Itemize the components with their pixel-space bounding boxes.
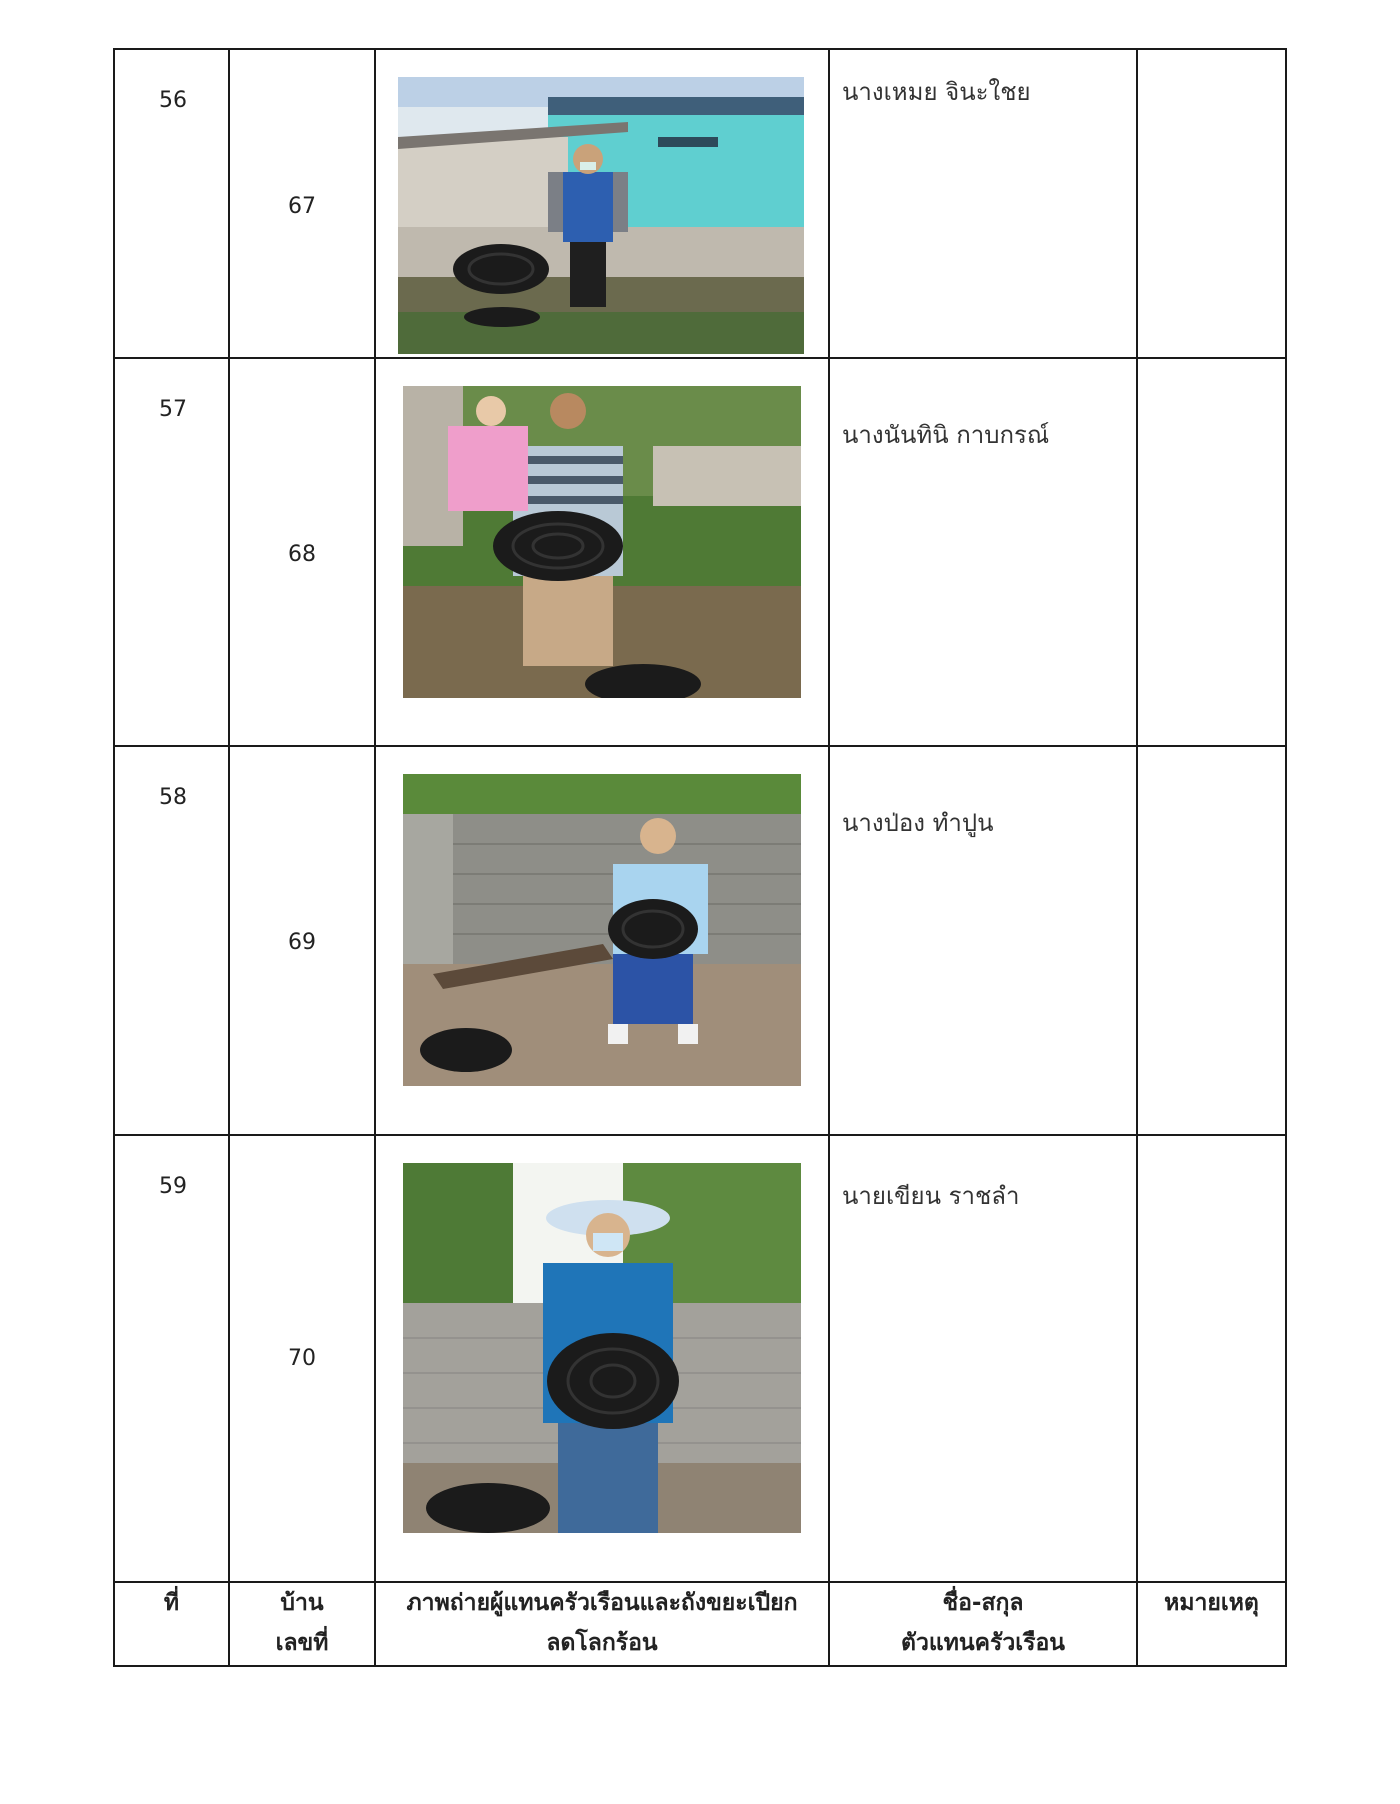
seq-cell — [114, 746, 229, 1135]
representative-name: นางป่อง ทำปูน — [842, 809, 994, 837]
photo-cell — [375, 49, 829, 358]
name-cell — [829, 1135, 1137, 1582]
photo-cell — [375, 746, 829, 1135]
seq-number: 57 — [159, 397, 187, 422]
seq-number: 59 — [159, 1174, 187, 1199]
household-photo — [398, 77, 804, 354]
house-number: 69 — [288, 930, 316, 955]
table-row — [114, 358, 1286, 746]
header-house-line2: เลขที่ — [275, 1630, 329, 1656]
seq-cell — [114, 358, 229, 746]
representative-name: นางเหมย จินะใชย — [842, 78, 1031, 106]
photo-cell — [375, 358, 829, 746]
photo-cell — [375, 1135, 829, 1582]
header-photo-line1: ภาพถ่ายผู้แทนครัวเรือนและถังขยะเปียก — [406, 1590, 798, 1616]
name-cell — [829, 49, 1137, 358]
header-house-line1: บ้าน — [280, 1590, 324, 1616]
header-name — [829, 1582, 1137, 1666]
household-photo — [403, 774, 801, 1086]
seq-cell — [114, 1135, 229, 1582]
house-cell — [229, 358, 375, 746]
header-seq — [114, 1582, 229, 1666]
header-name-line2: ตัวแทนครัวเรือน — [901, 1630, 1065, 1656]
house-number: 68 — [288, 542, 316, 567]
table-row — [114, 1135, 1286, 1582]
name-cell — [829, 746, 1137, 1135]
remark-cell — [1137, 49, 1286, 358]
header-name-line1: ชื่อ-สกุล — [942, 1590, 1024, 1616]
header-remark — [1137, 1582, 1286, 1666]
table-row — [114, 746, 1286, 1135]
house-cell — [229, 746, 375, 1135]
header-seq-label: ที่ — [163, 1590, 180, 1616]
header-house — [229, 1582, 375, 1666]
name-cell — [829, 358, 1137, 746]
remark-cell — [1137, 1135, 1286, 1582]
representative-name: นางนันทินิ กาบกรณ์ — [842, 421, 1050, 449]
representative-name: นายเขียน ราชลำ — [842, 1182, 1020, 1210]
household-table — [113, 48, 1287, 1667]
header-photo-line2: ลดโลกร้อน — [546, 1630, 658, 1656]
table-header-row — [114, 1582, 1286, 1666]
header-remark-label: หมายเหตุ — [1164, 1590, 1259, 1616]
household-photo — [403, 386, 801, 698]
remark-cell — [1137, 358, 1286, 746]
house-number: 70 — [288, 1346, 316, 1371]
table-row — [114, 49, 1286, 358]
house-number: 67 — [288, 194, 316, 219]
seq-cell — [114, 49, 229, 358]
seq-number: 58 — [159, 785, 187, 810]
seq-number: 56 — [159, 88, 187, 113]
household-photo — [403, 1163, 801, 1533]
house-cell — [229, 49, 375, 358]
header-photo — [375, 1582, 829, 1666]
remark-cell — [1137, 746, 1286, 1135]
house-cell — [229, 1135, 375, 1582]
